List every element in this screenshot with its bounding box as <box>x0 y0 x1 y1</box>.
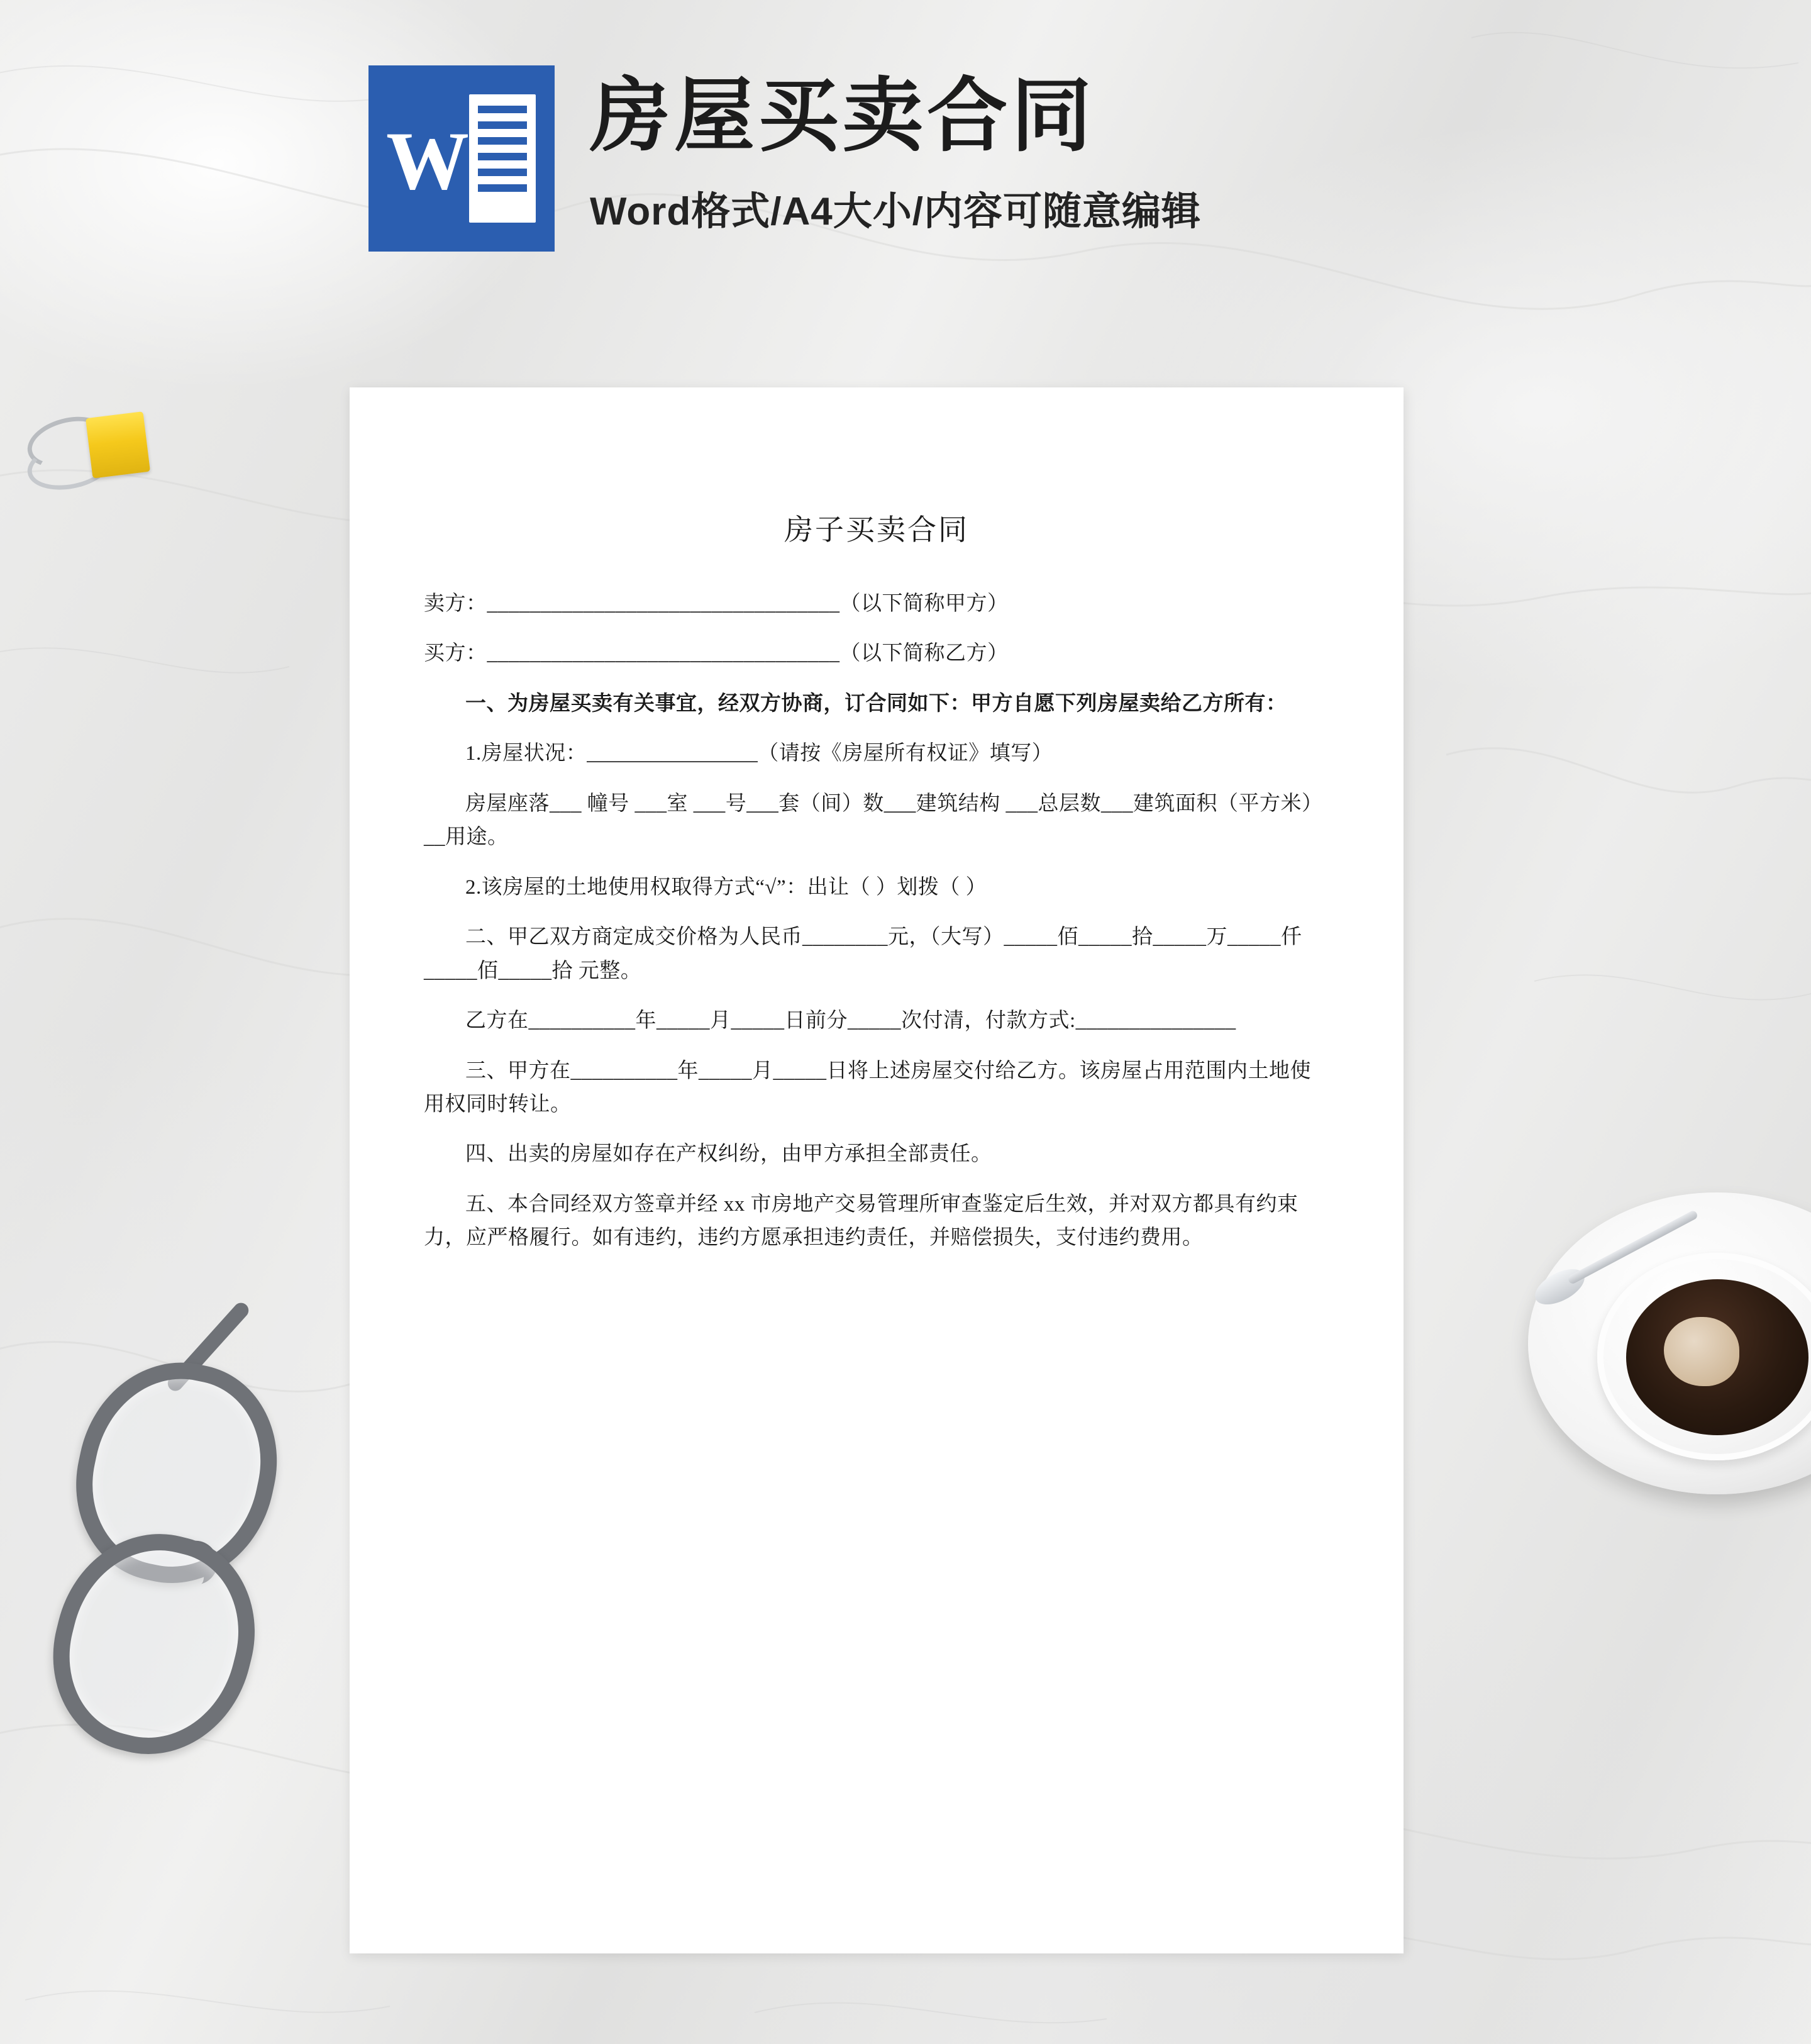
word-logo-page <box>469 94 536 223</box>
word-logo-page-line <box>478 137 527 145</box>
word-logo-page-line <box>478 153 527 160</box>
seller-line: 卖方：_________________________________（以下简称甲方） <box>424 592 1009 615</box>
word-document-icon <box>368 65 555 252</box>
word-logo-letter: W <box>386 114 469 207</box>
word-logo-page-line <box>478 184 527 192</box>
buyer-line: 买方：_________________________________（以下简称乙方） <box>424 642 1009 665</box>
clause-3-delivery: 三、甲方在__________年_____月_____日将上述房屋交付给乙方。该房屋占用范围内土地使用权同时转让。 <box>424 1059 1311 1116</box>
coffee-cup-icon <box>1528 1167 1811 1519</box>
banner-subtitle: Word格式/A4大小/内容可随意编辑 <box>590 190 1201 234</box>
clause-2-payment: 乙方在__________年_____月_____日前分_____次付清，付款方式:_______________ <box>465 1009 1236 1033</box>
word-logo-page-line <box>478 106 527 113</box>
clause-1-item-house-location: 房屋座落___ 幢号 ___室 ___号___套（间）数___建筑结构 ___总层数___建筑面积（平方米）__用途。 <box>424 792 1323 849</box>
word-logo-page-line <box>478 169 527 176</box>
document-body <box>350 387 1404 1255</box>
banner-text-block <box>590 65 1201 236</box>
clause-1-item-house-status: 1.房屋状况：________________（请按《房屋所有权证》填写） <box>465 742 1053 765</box>
document-title: 房子买卖合同 <box>784 514 969 546</box>
binder-clip-body <box>86 411 150 478</box>
document-page <box>350 387 1404 1953</box>
coffee-foam <box>1664 1317 1739 1386</box>
banner-title: 房屋买卖合同 <box>590 71 1096 161</box>
banner-header <box>368 65 1201 252</box>
word-logo-page-line <box>478 121 527 129</box>
clause-1-heading: 一、为房屋买卖有关事宜，经双方协商，订合同如下：甲方自愿下列房屋卖给乙方所有： <box>465 692 1287 715</box>
clause-4-dispute: 四、出卖的房屋如存在产权纠纷，由甲方承担全部责任。 <box>465 1143 992 1166</box>
clause-5-effect: 五、本合同经双方签章并经 xx 市房地产交易管理所审查鉴定后生效，并对双方都具有约束力，应严格履行。如有违约，违约方愿承担违约责任，并赔偿损失，支付违约费用。 <box>424 1192 1299 1250</box>
clause-2-price: 二、甲乙双方商定成交价格为人民币________元，（大写）_____佰_____拾_____万_____仟_____佰_____拾 元整。 <box>424 926 1302 982</box>
clause-1-item-land-use-right: 2.该房屋的土地使用权取得方式“√”：出让（ ）划拨（ ） <box>465 875 987 899</box>
